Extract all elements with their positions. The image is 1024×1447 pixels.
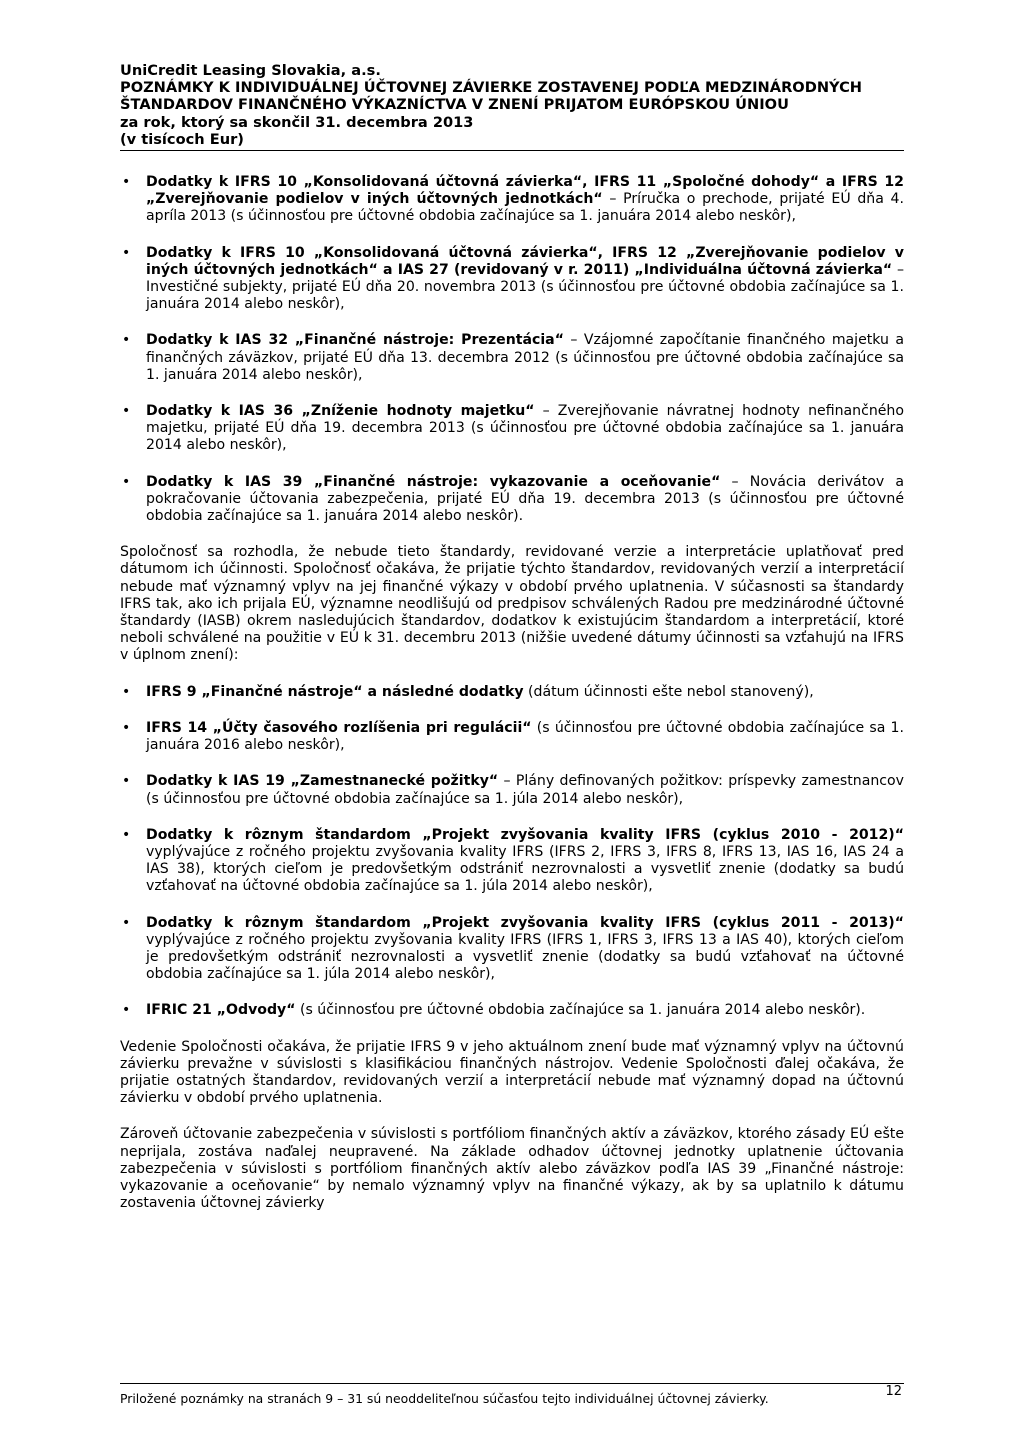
list-item: • Dodatky k IFRS 10 „Konsolidovaná účtovná závierka“, IFRS 11 „Spoločné dohody“ a IFRS 12 „Zverejňovanie podielov v iných účtovných jednotkách“ – Príručka o prechode, prijaté EÚ dňa 4. apríla 2013 (s účinnosťou pre účtovné obdobia začínajúce sa 1. januára 2014 alebo neskôr), <box>120 174 904 226</box>
page-header <box>120 62 904 151</box>
list-item: • Dodatky k IAS 36 „Zníženie hodnoty majetku“ – Zverejňovanie návratnej hodnoty nefinančného majetku, prijaté EÚ dňa 19. decembra 2013 (s účinnosťou pre účtovné obdobia začínajúce sa 1. januára 2014 alebo neskôr), <box>120 403 904 455</box>
list-item: • IFRS 14 „Účty časového rozlíšenia pri regulácii“ (s účinnosťou pre účtovné obdobia začínajúce sa 1. januára 2016 alebo neskôr), <box>120 720 904 754</box>
list-item: • IFRIC 21 „Odvody“ (s účinnosťou pre účtovné obdobia začínajúce sa 1. januára 2014 alebo neskôr). <box>120 1002 904 1019</box>
list-item: • Dodatky k rôznym štandardom „Projekt zvyšovania kvality IFRS (cyklus 2010 - 2012)“ vyplývajúce z ročného projektu zvyšovania kvality IFRS (IFRS 2, IFRS 3, IFRS 8, IFRS 13, IAS 16, IAS 24 a IAS 38), ktorých cieľom je predovšetkým odstrániť nezrovnalosti a vysvetliť znenie (dodatky sa budú vzťahovať na účtovné obdobia začínajúce sa 1. júla 2014 alebo neskôr), <box>120 827 904 896</box>
period-line: za rok, ktorý sa skončil 31. decembra 2013 <box>120 113 474 131</box>
list-item: • Dodatky k rôznym štandardom „Projekt zvyšovania kvality IFRS (cyklus 2011 - 2013)“ vyplývajúce z ročného projektu zvyšovania kvality IFRS (IFRS 1, IFRS 3, IFRS 13 a IAS 40), ktorých cieľom je predovšetkým odstrániť nezrovnalosti a vysvetliť znenie (dodatky sa budú vzťahovať na účtovné obdobia začínajúce sa 1. júla 2014 alebo neskôr), <box>120 915 904 984</box>
document-title-line-2: ŠTANDARDOV FINANČNÉHO VÝKAZNÍCTVA V ZNENÍ PRIJATOM EURÓPSKOU ÚNIOU <box>120 96 789 114</box>
main-content <box>120 174 904 1212</box>
footer-note: Priložené poznámky na stranách 9 – 31 sú neoddeliteľnou súčasťou tejto individuálnej účtovnej závierky. <box>120 1391 769 1406</box>
currency-unit-line: (v tisícoch Eur) <box>120 130 244 148</box>
company-name: UniCredit Leasing Slovakia, a.s. <box>120 62 381 79</box>
paragraph-hedge-accounting: Zároveň účtovanie zabezpečenia v súvislosti s portfóliom finančných aktív a záväzkov, ktorého zásady EÚ ešte neprijala, zostáva naďalej neupravené. Na základe odhadov účtovnej jednotky uplatnenie účtovania zabezpečenia v súvislosti s portfóliom finančných aktív alebo záväzkov podľa IAS 39 „Finančné nástroje: vykazovanie a oceňovanie“ by nemalo významný vplyv na finančné výkazy, ak by sa uplatnilo k dátumu zostavenia účtovnej závierky <box>120 1126 904 1212</box>
paragraph-management-expectation: Vedenie Spoločnosti očakáva, že prijatie IFRS 9 v jeho aktuálnom znení bude mať významný vplyv na účtovnú závierku prevažne v súvislosti s klasifikáciou finančných nástrojov. Vedenie Spoločnosti ďalej očakáva, že prijatie ostatných štandardov, revidovaných verzií a interpretácií nebude mať významný dopad na účtovnú závierku v období prvého uplatnenia. <box>120 1038 904 1107</box>
paragraph-company-decision: Spoločnosť sa rozhodla, že nebude tieto štandardy, revidované verzie a interpretácie uplatňovať pred dátumom ich účinnosti. Spoločnosť očakáva, že prijatie týchto štandardov, revidovaných verzií a interpretácií nebude mať významný vplyv na jej finančné výkazy v období prvého uplatnenia. V súčasnosti sa štandardy IFRS tak, ako ich prijala EÚ, významne neodlišujú od predpisov schválených Radou pre medzinárodné účtovné štandardy (IASB) okrem nasledujúcich štandardov, dodatkov k existujúcim štandardom a interpretácií, ktoré neboli schválené na použitie v EÚ k 31. decembru 2013 (nižšie uvedené dátumy účinnosti sa vzťahujú na IFRS v úplnom znení): <box>120 544 904 664</box>
page-body <box>120 62 904 1212</box>
list-item: • Dodatky k IFRS 10 „Konsolidovaná účtovná závierka“, IFRS 12 „Zverejňovanie podielov v iných účtovných jednotkách“ a IAS 27 (revidovaný v r. 2011) „Individuálna účtovná závierka“ – Investičné subjekty, prijaté EÚ dňa 20. novembra 2013 (s účinnosťou pre účtovné obdobia začínajúce sa 1. januára 2014 alebo neskôr), <box>120 245 904 314</box>
list-item: • Dodatky k IAS 39 „Finančné nástroje: vykazovanie a oceňovanie“ – Novácia derivátov a pokračovanie účtovania zabezpečenia, prijaté EÚ dňa 19. decembra 2013 (s účinnosťou pre účtovné obdobia začínajúce sa 1. januára 2014 alebo neskôr). <box>120 474 904 526</box>
document-title-line-1: POZNÁMKY K INDIVIDUÁLNEJ ÚČTOVNEJ ZÁVIERKE ZOSTAVENEJ PODĽA MEDZINÁRODNÝCH <box>120 79 863 97</box>
standards-list-not-adopted <box>120 684 904 1020</box>
list-item: • IFRS 9 „Finančné nástroje“ a následné dodatky (dátum účinnosti ešte nebol stanovený), <box>120 684 904 701</box>
page-footer <box>120 1383 904 1406</box>
page-number: 12 <box>885 1384 902 1399</box>
list-item: • Dodatky k IAS 19 „Zamestnanecké požitky“ – Plány definovaných požitkov: príspevky zamestnancov (s účinnosťou pre účtovné obdobia začínajúce sa 1. júla 2014 alebo neskôr), <box>120 773 904 807</box>
standards-list-eu-adopted <box>120 174 904 525</box>
list-item: • Dodatky k IAS 32 „Finančné nástroje: Prezentácia“ – Vzájomné započítanie finančného majetku a finančných záväzkov, prijaté EÚ dňa 13. decembra 2012 (s účinnosťou pre účtovné obdobia začínajúce sa 1. januára 2014 alebo neskôr), <box>120 332 904 384</box>
